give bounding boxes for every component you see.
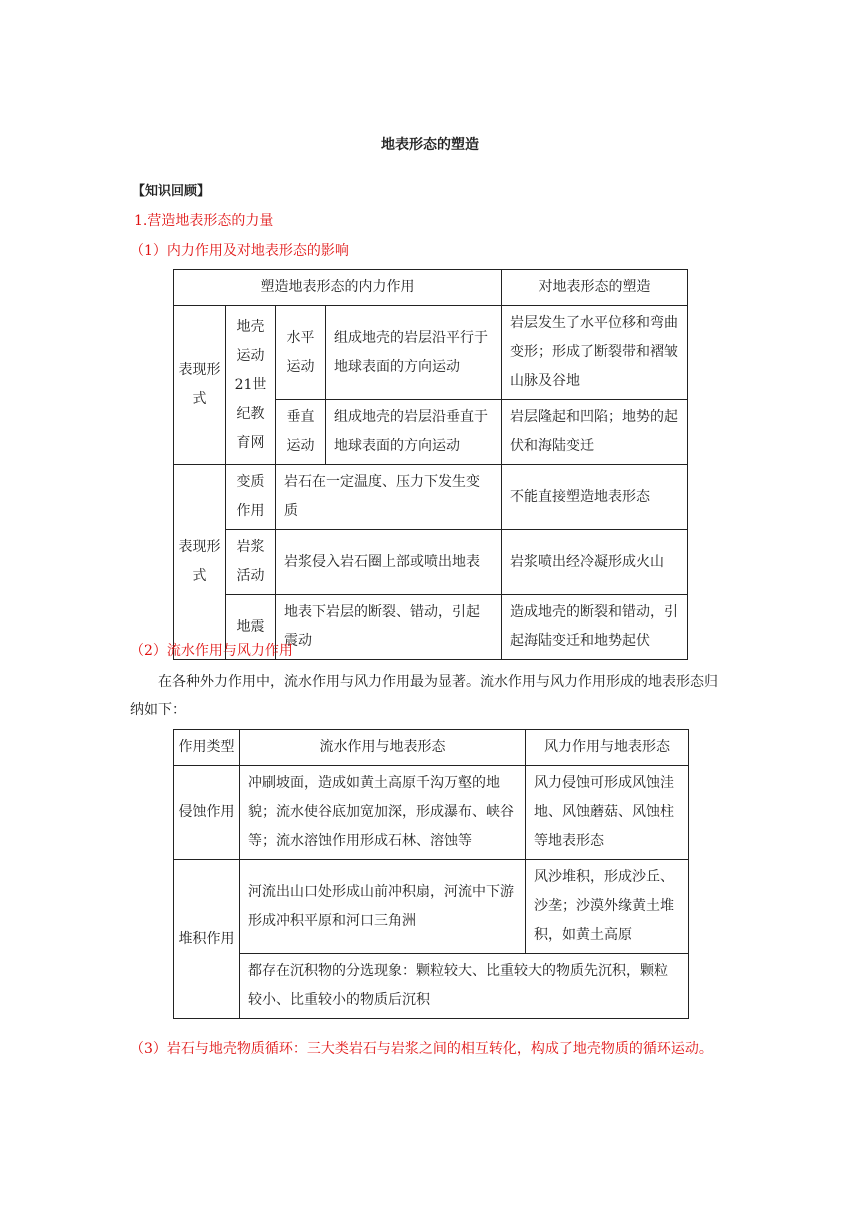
effect-cell: 岩浆喷出经冷凝形成火山 (502, 530, 688, 595)
table-header-cell: 对地表形态的塑造 (502, 270, 688, 306)
internal-forces-table (173, 269, 688, 660)
table-row (174, 766, 689, 860)
heading-water-wind: （2）流水作用与风力作用 (130, 643, 293, 659)
movement-desc-cell: 组成地壳的岩层沿平行于地球表面的方向运动 (326, 306, 502, 400)
table-row (174, 730, 689, 766)
water-cell: 冲刷坡面，造成如黄土高原千沟万壑的地貌；流水使谷底加宽加深，形成瀑布、峡谷等；流水溶蚀作用形成石林、溶蚀等 (240, 766, 526, 860)
effect-cell: 不能直接塑造地表形态 (502, 465, 688, 530)
table-row (174, 306, 688, 400)
action-type-cell: 堆积作用 (174, 860, 240, 1019)
force-type-cell: 岩浆活动 (226, 530, 276, 595)
group-label-cell: 表现形式 (174, 465, 226, 660)
table-row (174, 954, 689, 1019)
force-type-cell: 地震 (226, 595, 276, 660)
table-header-cell: 塑造地表形态的内力作用 (174, 270, 502, 306)
wind-cell: 风沙堆积，形成沙丘、沙垄；沙漠外缘黄土堆积，如黄土高原 (526, 860, 689, 954)
movement-type-cell: 垂直运动 (276, 400, 326, 465)
water-cell: 河流出山口处形成山前冲积扇，河流中下游形成冲积平原和河口三角洲 (240, 860, 526, 954)
page-title: 地表形态的塑造 (381, 137, 479, 153)
section-heading: 【知识回顾】 (132, 184, 211, 199)
common-cell: 都存在沉积物的分选现象：颗粒较大、比重较大的物质先沉积，颗粒较小、比重较小的物质后沉积 (240, 954, 689, 1019)
table-header-cell: 流水作用与地表形态 (240, 730, 526, 766)
table-row (174, 465, 688, 530)
force-desc-cell: 岩浆侵入岩石圈上部或喷出地表 (276, 530, 502, 595)
effect-cell: 岩层发生了水平位移和弯曲变形；形成了断裂带和褶皱山脉及谷地 (502, 306, 688, 400)
force-desc-cell: 地表下岩层的断裂、错动，引起震动 (276, 595, 502, 660)
action-type-cell: 侵蚀作用 (174, 766, 240, 860)
heading-forces: 1.营造地表形态的力量 (134, 213, 274, 229)
table-header-cell: 风力作用与地表形态 (526, 730, 689, 766)
table-row (174, 270, 688, 306)
crust-movement-cell: 地壳运动21世纪教育网 (226, 306, 276, 465)
table-row (174, 530, 688, 595)
table-header-cell: 作用类型 (174, 730, 240, 766)
movement-desc-cell: 组成地壳的岩层沿垂直于地球表面的方向运动 (326, 400, 502, 465)
movement-type-cell: 水平运动 (276, 306, 326, 400)
heading-rock-cycle: （3）岩石与地壳物质循环：三大类岩石与岩浆之间的相互转化，构成了地壳物质的循环运动。 (130, 1041, 713, 1057)
force-type-cell: 变质作用 (226, 465, 276, 530)
water-wind-table (173, 729, 689, 1019)
force-desc-cell: 岩石在一定温度、压力下发生变质 (276, 465, 502, 530)
heading-internal-forces: （1）内力作用及对地表形态的影响 (130, 243, 349, 259)
effect-cell: 造成地壳的断裂和错动，引起海陆变迁和地势起伏 (502, 595, 688, 660)
intro-paragraph: 在各种外力作用中，流水作用与风力作用最为显著。流水作用与风力作用形成的地表形态归纳如下： (130, 674, 718, 718)
table-row (174, 860, 689, 954)
group-label-cell: 表现形式 (174, 306, 226, 465)
effect-cell: 岩层隆起和凹陷；地势的起伏和海陆变迁 (502, 400, 688, 465)
wind-cell: 风力侵蚀可形成风蚀洼地、风蚀蘑菇、风蚀柱等地表形态 (526, 766, 689, 860)
